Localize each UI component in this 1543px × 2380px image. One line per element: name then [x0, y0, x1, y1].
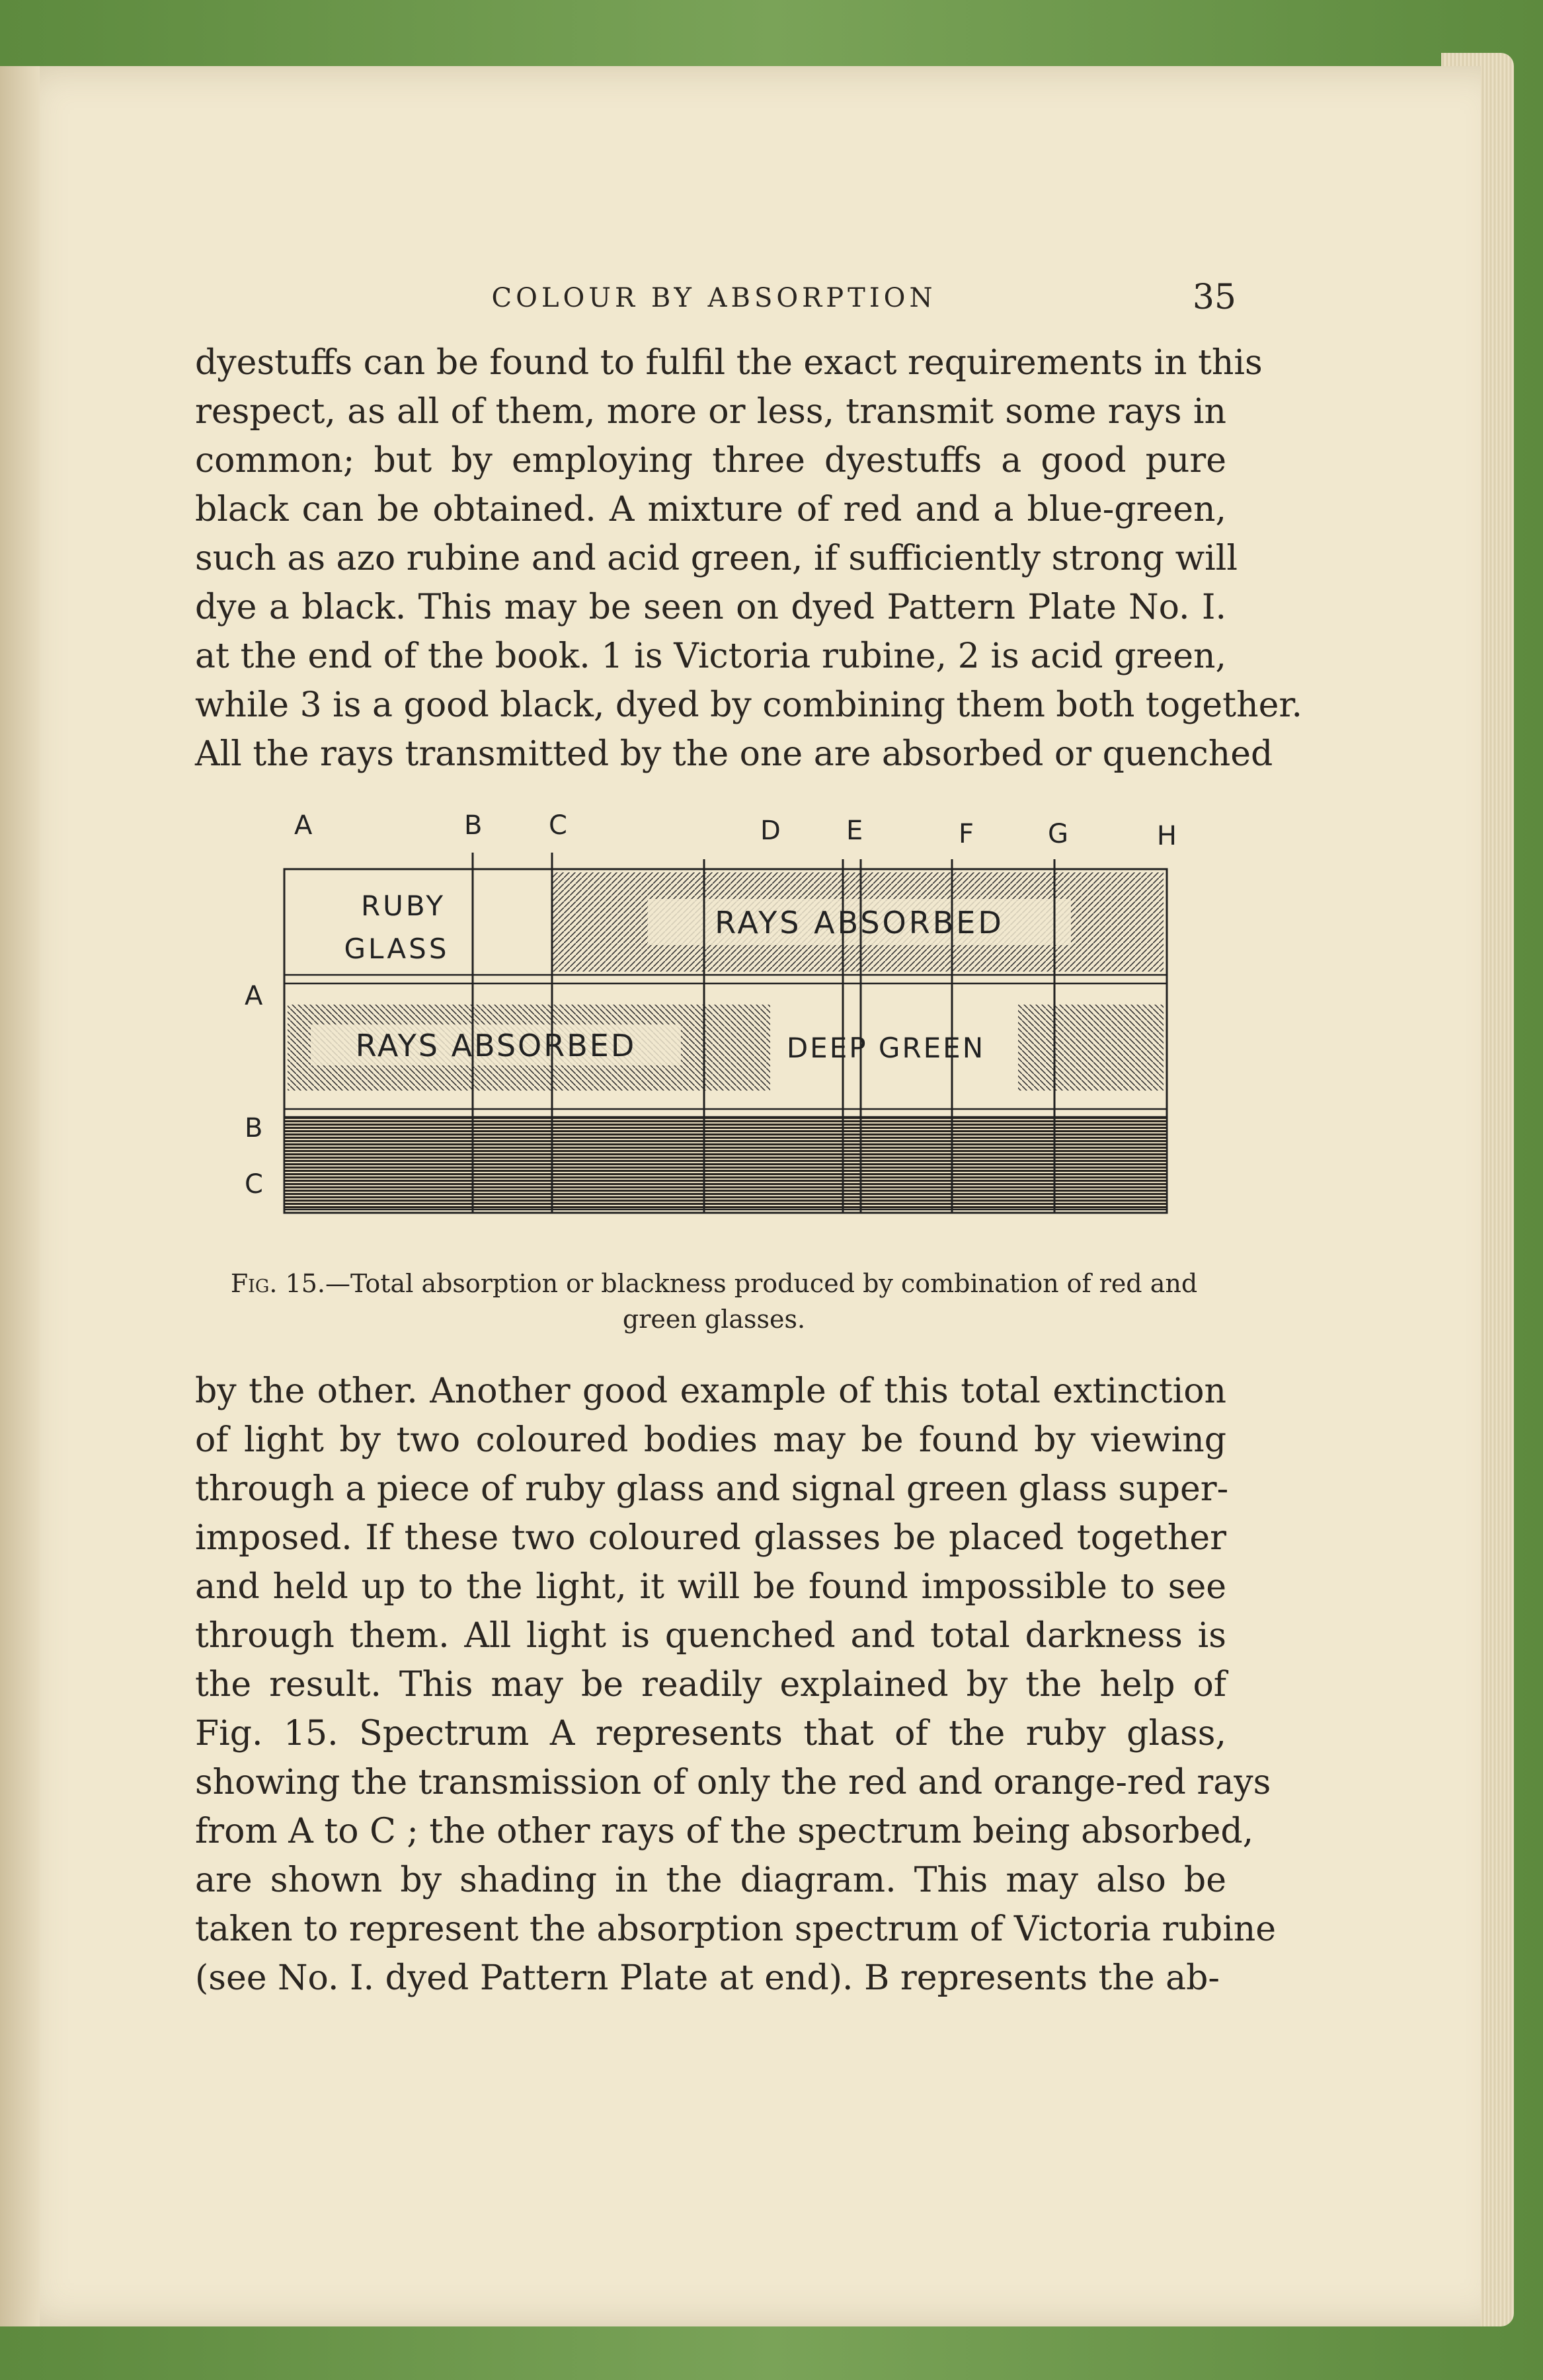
- text-line: black can be obtained. A mixture of red and a blue-green,: [195, 490, 1226, 529]
- text-line: and held up to the light, it will be found impossible to see: [195, 1567, 1226, 1607]
- text-line: common; but by employing three dyestuffs a good pure: [195, 441, 1226, 480]
- ruby-label-1: RUBY: [360, 890, 446, 922]
- spectrum-letter-e: E: [846, 816, 863, 846]
- text-line: through them. All light is quenched and total darkness is: [195, 1616, 1226, 1656]
- page-number: 35: [1192, 278, 1236, 317]
- spectrum-letter-a: A: [294, 810, 313, 841]
- text-line: All the rays transmitted by the one are absorbed or quenched: [195, 734, 1273, 774]
- text-line: taken to represent the absorption spectrum of Victoria rubine: [195, 1909, 1277, 1949]
- figure-caption-label: Fig. 15.: [230, 1269, 326, 1298]
- text-line: Fig. 15. Spectrum A represents that of the ruby glass,: [195, 1714, 1226, 1753]
- paragraph-1: [195, 338, 1303, 779]
- band-b-absorbed-right: [1018, 1005, 1164, 1091]
- band-letter-b: B: [245, 1113, 263, 1143]
- spectrum-letter-g: G: [1048, 819, 1068, 849]
- running-head-title: COLOUR BY ABSORPTION: [491, 283, 937, 313]
- paragraph-2: [195, 1367, 1277, 2003]
- text-line: at the end of the book. 1 is Victoria rubine, 2 is acid green,: [195, 636, 1226, 676]
- text-line: dyestuffs can be found to fulfil the exact requirements in this: [195, 343, 1263, 383]
- text-line: the result. This may be readily explained by the help of: [195, 1665, 1226, 1705]
- text-line: while 3 is a good black, dyed by combining them both together.: [195, 685, 1303, 725]
- spectrum-letter-h: H: [1156, 821, 1177, 851]
- band-b-absorbed-label: RAYS ABSORBED: [355, 1028, 637, 1063]
- band-a-absorbed-label: RAYS ABSORBED: [715, 905, 1004, 940]
- band-letter-c: C: [245, 1169, 263, 1200]
- figure-15: [225, 806, 1177, 1269]
- text-line: showing the transmission of only the red and orange-red rays: [195, 1763, 1271, 1802]
- spectrum-letter-b: B: [464, 810, 483, 841]
- text-line: from A to C ; the other rays of the spectrum being absorbed,: [195, 1812, 1254, 1851]
- spectrum-letter-c: C: [549, 810, 567, 841]
- spectrum-letter-f: F: [959, 819, 974, 849]
- text-line: by the other. Another good example of this total extinction: [195, 1371, 1226, 1411]
- spectrum-letter-d: D: [760, 816, 781, 846]
- page-gutter: [0, 66, 40, 2326]
- band-letter-a: A: [245, 981, 263, 1011]
- figure-caption-text: —Total absorption or blackness produced by combination of red and green glasses.: [325, 1269, 1198, 1334]
- running-head: [192, 278, 1236, 317]
- absorption-diagram: [225, 806, 1177, 1269]
- deep-green-label: DEEP GREEN: [786, 1032, 986, 1064]
- text-line: imposed. If these two coloured glasses be placed together: [195, 1518, 1226, 1558]
- band-c-black: [284, 1117, 1167, 1209]
- text-line: dye a black. This may be seen on dyed Pattern Plate No. I.: [195, 588, 1226, 627]
- text-line: (see No. I. dyed Pattern Plate at end). B represents the ab-: [195, 1958, 1220, 1998]
- ruby-label-2: GLASS: [344, 933, 450, 965]
- text-line: through a piece of ruby glass and signal green glass super-: [195, 1469, 1229, 1509]
- text-line: are shown by shading in the diagram. This may also be: [195, 1861, 1226, 1900]
- figure-caption: [198, 1266, 1230, 1337]
- text-line: respect, as all of them, more or less, transmit some rays in: [195, 392, 1226, 432]
- text-line: of light by two coloured bodies may be found by viewing: [195, 1420, 1226, 1460]
- text-line: such as azo rubine and acid green, if sufficiently strong will: [195, 539, 1238, 578]
